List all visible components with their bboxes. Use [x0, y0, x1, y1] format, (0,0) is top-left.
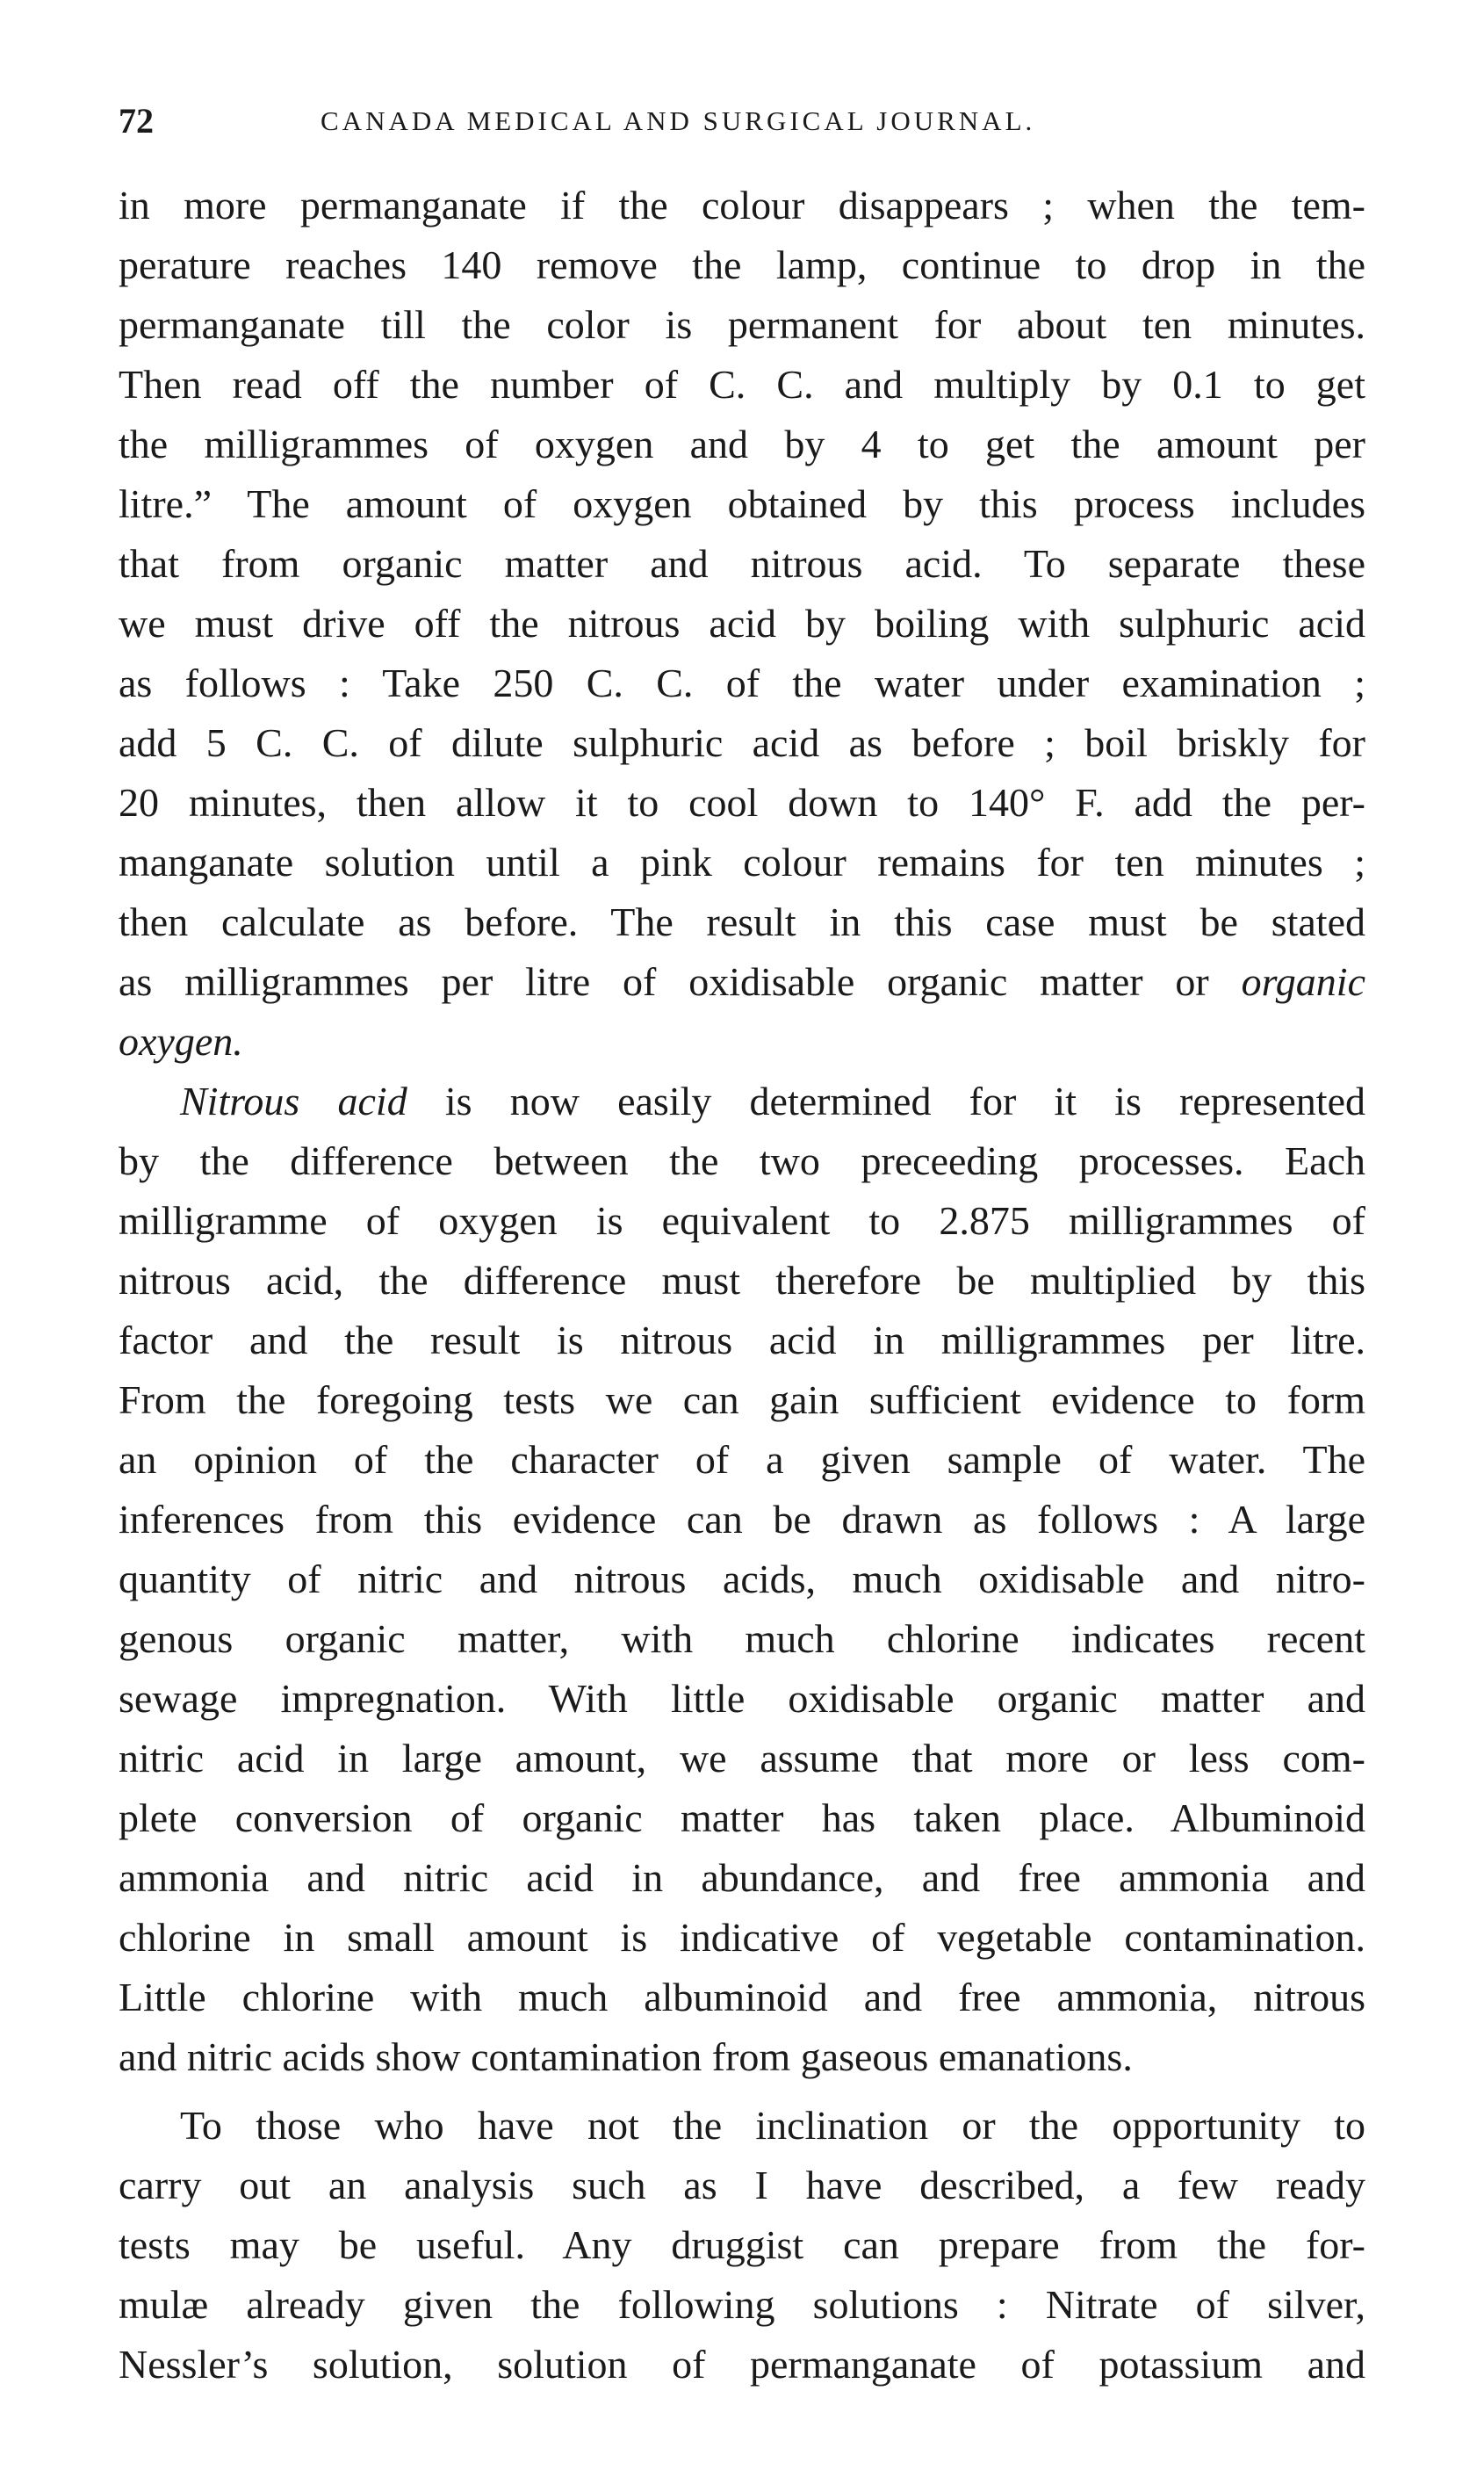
text-line-paragraph-start [119, 1072, 1365, 1131]
article-body [119, 176, 1365, 2394]
text-line-paragraph-start: To those who have not the inclination or the opportunity to [180, 2103, 1365, 2148]
text-line: nitrous acid, the difference must therefore be multiplied by this [119, 1258, 1365, 1303]
text-line: permanganate till the color is permanent for about ten minutes. [119, 302, 1365, 347]
journal-title: CANADA MEDICAL AND SURGICAL JOURNAL. [321, 105, 1036, 136]
text-line: From the foregoing tests we can gain sufficient evidence to form [119, 1377, 1365, 1422]
text-line: chlorine in small amount is indicative of vegetable contamination. [119, 1915, 1365, 1960]
text-line: an opinion of the character of a given sample of water. The [119, 1437, 1365, 1482]
text-line: Then read off the number of C. C. and multiply by 0.1 to get [119, 362, 1365, 407]
text-line: Little chlorine with much albuminoid and free ammonia, nitrous [119, 1975, 1365, 2019]
text-line: genous organic matter, with much chlorine indicates recent [119, 1616, 1365, 1661]
text-line: by the difference between the two preceeding processes. Each [119, 1138, 1365, 1183]
text-line: 20 minutes, then allow it to cool down to 140° F. add the per- [119, 780, 1365, 825]
text-line: and nitric acids show contamination from gaseous emanations. [119, 2034, 1133, 2079]
text-line: inferences from this evidence can be drawn as follows : A large [119, 1497, 1365, 1542]
text-line: the milligrammes of oxygen and by 4 to get the amount per [119, 422, 1365, 466]
line-text: is now easily determined for it is represented [444, 1079, 1365, 1123]
text-line: perature reaches 140 remove the lamp, continue to drop in the [119, 242, 1365, 287]
page-number: 72 [119, 101, 154, 141]
text-line: plete conversion of organic matter has taken place. Albuminoid [119, 1795, 1365, 1840]
text-line: mulæ already given the following solutions : Nitrate of silver, [119, 2282, 1365, 2327]
italic-term: organic [1241, 959, 1366, 1004]
text-line: sewage impregnation. With little oxidisable organic matter and [119, 1676, 1365, 1721]
text-line: milligramme of oxygen is equivalent to 2.875 milligrammes of [119, 1198, 1365, 1243]
text-line: ammonia and nitric acid in abundance, and free ammonia and [119, 1855, 1365, 1900]
line-text: as milligrammes per litre of oxidisable organic matter or [119, 959, 1209, 1004]
text-line: that from organic matter and nitrous acid. To separate these [119, 541, 1365, 586]
text-line: then calculate as before. The result in this case must be stated [119, 899, 1365, 944]
text-line: nitric acid in large amount, we assume that more or less com- [119, 1736, 1365, 1781]
running-head [119, 95, 1365, 148]
text-line: litre.” The amount of oxygen obtained by this process includes [119, 481, 1365, 526]
text-line: manganate solution until a pink colour remains for ten minutes ; [119, 840, 1365, 885]
text-line-with-italic [119, 952, 1365, 1012]
text-line: carry out an analysis such as I have described, a few ready [119, 2163, 1365, 2207]
italic-term: oxygen. [119, 1019, 243, 1064]
text-line: quantity of nitric and nitrous acids, much oxidisable and nitro- [119, 1557, 1365, 1601]
italic-term: Nitrous acid [180, 1079, 407, 1123]
text-line: add 5 C. C. of dilute sulphuric acid as before ; boil briskly for [119, 720, 1365, 765]
text-line [119, 1012, 1365, 1072]
text-line: tests may be useful. Any druggist can prepare from the for- [119, 2222, 1365, 2267]
text-line: we must drive off the nitrous acid by boiling with sulphuric acid [119, 601, 1365, 646]
text-line: as follows : Take 250 C. C. of the water under examination ; [119, 661, 1365, 705]
text-line: in more permanganate if the colour disappears ; when the tem- [119, 183, 1365, 228]
text-line: Nessler’s solution, solution of permanganate of potassium and [119, 2342, 1365, 2387]
text-line: factor and the result is nitrous acid in milligrammes per litre. [119, 1318, 1365, 1362]
